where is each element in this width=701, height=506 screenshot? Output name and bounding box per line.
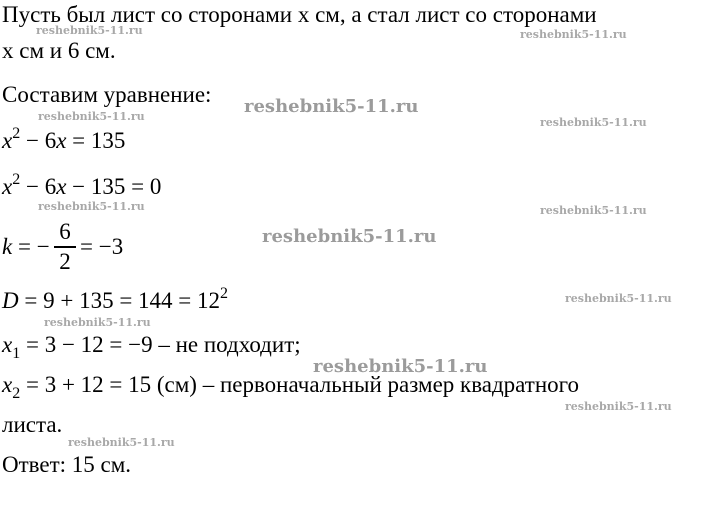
watermark: reshebnik5-11.ru: [68, 436, 175, 449]
text-line-2: [2, 38, 116, 64]
eq5-var: x: [2, 332, 13, 357]
equation-1: [2, 125, 126, 154]
eq3-denominator: 2: [59, 248, 71, 274]
eq4-var: D: [2, 288, 19, 313]
eq2-var: x: [2, 174, 13, 199]
eq1-part-d: = 135: [66, 128, 126, 153]
eq2-part-d: − 135 = 0: [66, 174, 162, 199]
eq3-var: k: [2, 234, 13, 259]
watermark: reshebnik5-11.ru: [540, 116, 647, 129]
eq2-part-b: − 6: [20, 174, 57, 199]
eq4-part-b: = 9 + 135 = 144 = 12: [18, 288, 221, 313]
eq2-var-2: x: [56, 174, 67, 199]
line-1-text: Пусть был лист со сторонами x см, а стал лист со сторонами: [2, 2, 597, 27]
watermark: reshebnik5-11.ru: [565, 292, 672, 305]
watermark: reshebnik5-11.ru: [36, 24, 143, 37]
eq3-fraction: [52, 219, 78, 275]
watermark: reshebnik5-11.ru: [38, 110, 145, 123]
answer-line: [2, 452, 131, 478]
eq6-subscript: 2: [12, 385, 21, 402]
eq3-numerator: 6: [59, 219, 71, 244]
answer-text: Ответ: 15 см.: [2, 452, 132, 477]
eq2-exponent: 2: [12, 171, 21, 188]
equation-3-left: [2, 234, 50, 260]
equation-5: [2, 332, 301, 362]
eq5-part-b: = 3 − 12 = −9 – не подходит;: [20, 332, 301, 357]
eq5-subscript: 1: [12, 345, 21, 362]
eq6-var: x: [2, 372, 13, 397]
fraction-bar: [54, 246, 76, 248]
eq1-var: x: [2, 128, 13, 153]
equation-4: [2, 285, 229, 314]
watermark: reshebnik5-11.ru: [244, 96, 419, 117]
eq3-part-c: = −3: [80, 234, 124, 259]
watermark: reshebnik5-11.ru: [44, 316, 151, 329]
equation-heading: [2, 82, 211, 108]
equation-2: [2, 171, 162, 200]
equation-6: [2, 372, 580, 402]
eq1-part-b: − 6: [20, 128, 57, 153]
eq3-part-b: = −: [12, 234, 50, 259]
eq6-part-b: = 3 + 12 = 15 (см) – первоначальный размер квадратного: [20, 372, 580, 397]
watermark: reshebnik5-11.ru: [565, 400, 672, 413]
watermark: reshebnik5-11.ru: [262, 226, 437, 247]
eq4-exponent: 2: [220, 285, 229, 302]
equation-3-right: [80, 234, 123, 260]
text-line-7: [2, 412, 62, 438]
equation-heading-text: Составим уравнение:: [2, 82, 212, 107]
watermark: reshebnik5-11.ru: [540, 204, 647, 217]
watermark: reshebnik5-11.ru: [313, 356, 488, 377]
watermark: reshebnik5-11.ru: [38, 200, 145, 213]
eq1-var-2: x: [56, 128, 67, 153]
eq1-exponent: 2: [12, 125, 21, 142]
line-7-text: листа.: [2, 412, 63, 437]
watermark: reshebnik5-11.ru: [520, 28, 627, 41]
line-2-text: x см и 6 см.: [2, 38, 116, 63]
